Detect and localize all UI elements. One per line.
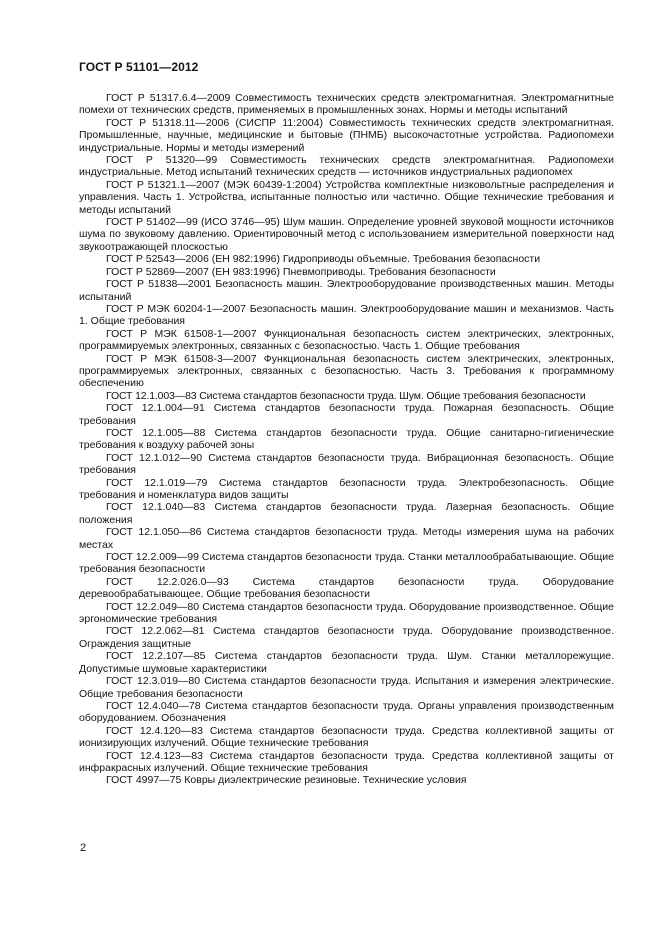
reference-entry: ГОСТ Р 52869—2007 (ЕН 983:1996) Пневмоприводы. Требования безопасности — [106, 265, 496, 278]
reference-entry: ГОСТ 12.1.003—83 Система стандартов безопасности труда. Шум. Общие требования безопасности — [106, 389, 586, 402]
document-header-code: ГОСТ Р 51101—2012 — [79, 60, 199, 74]
reference-entry: ГОСТ 12.2.049—80 Система стандартов безопасности труда. Оборудование производственное. Общие эргономические требования — [79, 600, 614, 626]
normative-references-list — [79, 92, 614, 787]
reference-entry: ГОСТ Р 52543—2006 (ЕН 982:1996) Гидроприводы объемные. Требования безопасности — [106, 253, 541, 266]
reference-entry: ГОСТ 12.2.026.0—93 Система стандартов безопасности труда. Оборудование деревообрабатывающее. Общие требования безопасности — [79, 575, 614, 601]
reference-entry: ГОСТ Р 51838—2001 Безопасность машин. Электрооборудование производственных машин. Методы испытаний — [79, 278, 614, 303]
reference-entry: ГОСТ 12.1.004—91 Система стандартов безопасности труда. Пожарная безопасность. Общие требования — [79, 402, 614, 427]
reference-entry: ГОСТ Р 51318.11—2006 (СИСПР 11:2004) Совместимость технических средств электромагнитная. Промышленные, научные, медицинские и бытовые (ПНМБ) высокочастотные устройства. Радиопомехи индустриальные. Нормы и методы измерений — [79, 116, 614, 154]
reference-entry: ГОСТ 12.1.040—83 Система стандартов безопасности труда. Лазерная безопасность. Общие положения — [79, 501, 614, 526]
reference-entry: ГОСТ Р МЭК 60204-1—2007 Безопасность машин. Электрооборудование машин и механизмов. Часть 1. Общие требования — [79, 302, 614, 328]
reference-entry: ГОСТ Р 51402—99 (ИСО 3746—95) Шум машин. Определение уровней звуковой мощности источников шума по звуковому давлению. Ориентировочный метод с использованием измерительной поверхности над звукоотражающей плоскостью — [79, 216, 614, 253]
reference-entry: ГОСТ Р 51320—99 Совместимость технических средств электромагнитная. Радиопомехи индустриальные. Метод испытаний технических средств — источников индустриальных радиопомех — [79, 154, 614, 179]
reference-entry: ГОСТ 4997—75 Ковры диэлектрические резиновые. Технические условия — [106, 774, 467, 787]
reference-entry: ГОСТ 12.3.019—80 Система стандартов безопасности труда. Испытания и измерения электрические. Общие требования безопасности — [79, 675, 614, 700]
reference-entry: ГОСТ Р 51321.1—2007 (МЭК 60439-1:2004) Устройства комплектные низковольтные распределения и управления. Часть 1. Устройства, испытанные полностью или частично. Общие технические требования и методы испытаний — [79, 178, 614, 216]
reference-entry: ГОСТ Р МЭК 61508-3—2007 Функциональная безопасность систем электрических, электронных, программируемых электронных, связанных с безопасностью. Часть 3. Требования к программному обеспечению — [79, 352, 614, 390]
reference-entry: ГОСТ Р 51317.6.4—2009 Совместимость технических средств электромагнитная. Электромагнитные помехи от технических средств, применяемых в промышленных зонах. Нормы и методы испытаний — [79, 92, 614, 117]
reference-entry: ГОСТ 12.4.120—83 Система стандартов безопасности труда. Средства коллективной защиты от ионизирующих излучений. Общие технические требования — [79, 724, 614, 750]
reference-entry: ГОСТ 12.2.062—81 Система стандартов безопасности труда. Оборудование производственное. Ограждения защитные — [79, 625, 614, 650]
reference-entry: ГОСТ Р МЭК 61508-1—2007 Функциональная безопасность систем электрических, электронных, программируемых электронных, связанных с безопасностью. Часть 1. Общие требования — [79, 327, 614, 353]
reference-entry: ГОСТ 12.4.123—83 Система стандартов безопасности труда. Средства коллективной защиты от инфракрасных излучений. Общие технические требования — [79, 749, 614, 774]
reference-entry: ГОСТ 12.1.005—88 Система стандартов безопасности труда. Общие санитарно-гигиенические требования к воздуху рабочей зоны — [79, 426, 614, 452]
page-number: 2 — [80, 842, 87, 854]
reference-entry: ГОСТ 12.2.107—85 Система стандартов безопасности труда. Шум. Станки металлорежущие. Допустимые шумовые характеристики — [79, 650, 614, 675]
reference-entry: ГОСТ 12.4.040—78 Система стандартов безопасности труда. Органы управления производственным оборудованием. Обозначения — [79, 699, 614, 725]
reference-entry: ГОСТ 12.2.009—99 Система стандартов безопасности труда. Станки металлообрабатывающие. Общие требования безопасности — [79, 551, 614, 576]
reference-entry: ГОСТ 12.1.012—90 Система стандартов безопасности труда. Вибрационная безопасность. Общие требования — [79, 451, 614, 477]
reference-entry: ГОСТ 12.1.019—79 Система стандартов безопасности труда. Электробезопасность. Общие требования и номенклатура видов защиты — [79, 476, 614, 501]
reference-entry: ГОСТ 12.1.050—86 Система стандартов безопасности труда. Методы измерения шума на рабочих местах — [79, 526, 614, 551]
